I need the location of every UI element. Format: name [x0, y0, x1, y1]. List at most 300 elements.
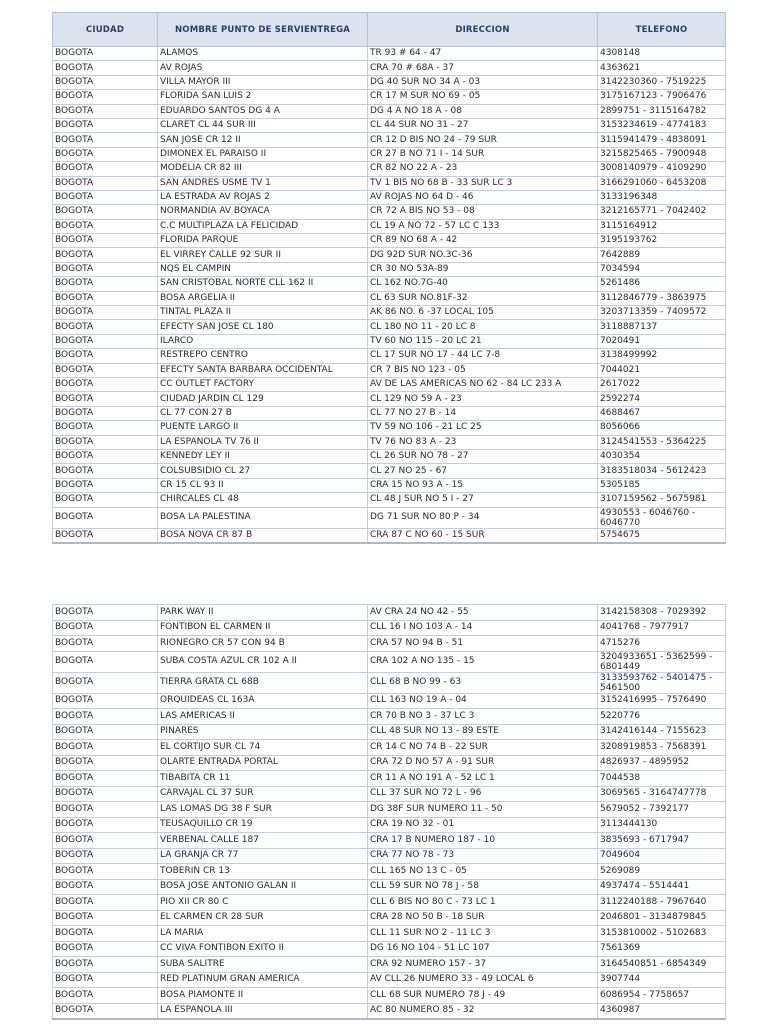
cell-telefono: 3152416995 - 7576490	[598, 693, 726, 709]
table-row	[53, 833, 726, 849]
cell-nombre: BOSA NOVA CR 87 B	[158, 528, 368, 543]
cell-telefono: 3115941479 - 4838091	[598, 133, 726, 147]
cell-direccion: CR 70 B NO 3 - 37 LC 3	[368, 709, 598, 725]
cell-nombre: BOSA JOSE ANTONIO GALAN II	[158, 879, 368, 895]
cell-ciudad: BOGOTA	[53, 771, 158, 787]
table-row	[53, 449, 726, 463]
cell-telefono: 5269089	[598, 864, 726, 880]
cell-nombre: SAN CRISTOBAL NORTE CLL 162 II	[158, 277, 368, 291]
table-row	[53, 786, 726, 802]
cell-ciudad: BOGOTA	[53, 957, 158, 973]
cell-ciudad: BOGOTA	[53, 248, 158, 262]
cell-telefono: 3175167123 - 7906476	[598, 90, 726, 104]
cell-nombre: CC OUTLET FACTORY	[158, 377, 368, 391]
cell-telefono: 7020491	[598, 334, 726, 348]
cell-telefono: 2617022	[598, 377, 726, 391]
cell-nombre: PINARES	[158, 724, 368, 740]
cell-nombre: BOSA PIAMONTE II	[158, 988, 368, 1004]
cell-telefono: 3164540851 - 6854349	[598, 957, 726, 973]
cell-ciudad: BOGOTA	[53, 421, 158, 435]
cell-telefono: 3153234619 - 4774183	[598, 118, 726, 132]
cell-ciudad: BOGOTA	[53, 176, 158, 190]
cell-direccion: TR 93 # 64 - 47	[368, 47, 598, 61]
header-telefono: TELEFONO	[598, 13, 726, 47]
table-row	[53, 620, 726, 636]
table-row	[53, 478, 726, 492]
table-row	[53, 672, 726, 693]
cell-ciudad: BOGOTA	[53, 972, 158, 988]
table-row	[53, 724, 726, 740]
table-row	[53, 435, 726, 449]
cell-nombre: EDUARDO SANTOS DG 4 A	[158, 104, 368, 118]
cell-direccion: CL 27 NO 25 - 67	[368, 464, 598, 478]
cell-telefono: 3142158308 - 7029392	[598, 605, 726, 621]
cell-direccion: CLL 11 SUR NO 2 - 11 LC 3	[368, 926, 598, 942]
cell-nombre: SAN JOSE CR 12 II	[158, 133, 368, 147]
cell-telefono: 3124541553 - 5364225	[598, 435, 726, 449]
cell-ciudad: BOGOTA	[53, 349, 158, 363]
cell-nombre: CC VIVA FONTIBON EXITO II	[158, 941, 368, 957]
table-row	[53, 848, 726, 864]
cell-ciudad: BOGOTA	[53, 740, 158, 756]
cell-direccion: CL 63 SUR NO.81F-32	[368, 291, 598, 305]
cell-telefono: 6086954 - 7758657	[598, 988, 726, 1004]
cell-ciudad: BOGOTA	[53, 493, 158, 507]
cell-direccion: CR 12 D BIS NO 24 - 79 SUR	[368, 133, 598, 147]
table-row	[53, 248, 726, 262]
cell-direccion: AV CLL 26 NUMERO 33 - 49 LOCAL 6	[368, 972, 598, 988]
cell-telefono: 4041768 - 7977917	[598, 620, 726, 636]
cell-nombre: NORMANDIA AV BOYACA	[158, 205, 368, 219]
cell-direccion: TV 1 BIS NO 68 B - 33 SUR LC 3	[368, 176, 598, 190]
table-row	[53, 879, 726, 895]
cell-telefono: 7049604	[598, 848, 726, 864]
cell-nombre: CR 15 CL 93 II	[158, 478, 368, 492]
cell-ciudad: BOGOTA	[53, 334, 158, 348]
cell-telefono: 3215825465 - 7900948	[598, 147, 726, 161]
table-row	[53, 147, 726, 161]
table-row	[53, 349, 726, 363]
cell-direccion: CL 162 NO.7G-40	[368, 277, 598, 291]
cell-ciudad: BOGOTA	[53, 104, 158, 118]
table-row	[53, 464, 726, 478]
servientrega-table-1	[52, 12, 726, 544]
cell-direccion: CL 129 NO 59 A - 23	[368, 392, 598, 406]
cell-ciudad: BOGOTA	[53, 162, 158, 176]
cell-ciudad: BOGOTA	[53, 605, 158, 621]
table-row	[53, 219, 726, 233]
cell-telefono: 5679052 - 7392177	[598, 802, 726, 818]
cell-telefono: 5305185	[598, 478, 726, 492]
cell-direccion: CLL 68 B NO 99 - 63	[368, 672, 598, 693]
cell-telefono: 3112240188 - 7967640	[598, 895, 726, 911]
cell-ciudad: BOGOTA	[53, 61, 158, 75]
table-row	[53, 421, 726, 435]
cell-telefono: 3118887137	[598, 320, 726, 334]
table-row	[53, 605, 726, 621]
table-row	[53, 306, 726, 320]
cell-telefono: 4930553 - 6046760 - 6046770	[598, 507, 726, 528]
cell-direccion: CL 26 SUR NO 78 - 27	[368, 449, 598, 463]
table-row	[53, 740, 726, 756]
cell-telefono: 3107159562 - 5675981	[598, 493, 726, 507]
cell-direccion: CLL 16 I NO 103 A - 14	[368, 620, 598, 636]
cell-ciudad: BOGOTA	[53, 693, 158, 709]
cell-ciudad: BOGOTA	[53, 147, 158, 161]
cell-ciudad: BOGOTA	[53, 320, 158, 334]
cell-nombre: RIONEGRO CR 57 CON 94 B	[158, 636, 368, 652]
cell-telefono: 7642889	[598, 248, 726, 262]
cell-ciudad: BOGOTA	[53, 620, 158, 636]
cell-nombre: CARVAJAL CL 37 SUR	[158, 786, 368, 802]
table-row	[53, 528, 726, 543]
cell-direccion: CR 7 BIS NO 123 - 05	[368, 363, 598, 377]
cell-ciudad: BOGOTA	[53, 864, 158, 880]
cell-telefono: 3133196348	[598, 190, 726, 204]
cell-ciudad: BOGOTA	[53, 802, 158, 818]
cell-nombre: TOBERIN CR 13	[158, 864, 368, 880]
cell-telefono: 3133593762 - 5401475 - 5461500	[598, 672, 726, 693]
cell-direccion: CR 11 A NO 191 A - 52 LC 1	[368, 771, 598, 787]
cell-direccion: AK 86 NO. 6 -37 LOCAL 105	[368, 306, 598, 320]
table-row	[53, 133, 726, 147]
table-row	[53, 802, 726, 818]
cell-telefono: 3112846779 - 3863975	[598, 291, 726, 305]
cell-nombre: FLORIDA PARQUE	[158, 234, 368, 248]
cell-nombre: COLSUBSIDIO CL 27	[158, 464, 368, 478]
cell-direccion: CRA 87 C NO 60 - 15 SUR	[368, 528, 598, 543]
cell-telefono: 2046801 - 3134879845	[598, 910, 726, 926]
cell-direccion: CL 44 SUR NO 31 - 27	[368, 118, 598, 132]
cell-direccion: CL 180 NO 11 - 20 LC 8	[368, 320, 598, 334]
cell-direccion: TV 59 NO 106 - 21 LC 25	[368, 421, 598, 435]
cell-nombre: EL CARMEN CR 28 SUR	[158, 910, 368, 926]
header-ciudad: CIUDAD	[53, 13, 158, 47]
cell-nombre: VERBENAL CALLE 187	[158, 833, 368, 849]
cell-telefono: 7044021	[598, 363, 726, 377]
cell-nombre: LA ESPANOLA TV 76 II	[158, 435, 368, 449]
cell-telefono: 3835693 - 6717947	[598, 833, 726, 849]
cell-nombre: TIERRA GRATA CL 68B	[158, 672, 368, 693]
cell-direccion: CR 82 NO 22 A - 23	[368, 162, 598, 176]
cell-ciudad: BOGOTA	[53, 833, 158, 849]
cell-nombre: LAS AMERICAS II	[158, 709, 368, 725]
cell-telefono: 3069565 - 3164747778	[598, 786, 726, 802]
table-header-row	[53, 13, 726, 47]
cell-nombre: BOSA LA PALESTINA	[158, 507, 368, 528]
cell-nombre: SUBA SALITRE	[158, 957, 368, 973]
cell-nombre: ORQUIDEAS CL 163A	[158, 693, 368, 709]
cell-ciudad: BOGOTA	[53, 118, 158, 132]
table-row	[53, 61, 726, 75]
cell-direccion: CRA 15 NO 93 A - 15	[368, 478, 598, 492]
cell-nombre: NQS EL CAMPIN	[158, 262, 368, 276]
cell-ciudad: BOGOTA	[53, 817, 158, 833]
cell-nombre: EFECTY SAN JOSE CL 180	[158, 320, 368, 334]
table-row	[53, 234, 726, 248]
table-row	[53, 895, 726, 911]
cell-direccion: CR 14 C NO 74 B - 22 SUR	[368, 740, 598, 756]
cell-nombre: OLARTE ENTRADA PORTAL	[158, 755, 368, 771]
table-row	[53, 1003, 726, 1019]
cell-ciudad: BOGOTA	[53, 464, 158, 478]
table-row	[53, 988, 726, 1004]
cell-nombre: RESTREPO CENTRO	[158, 349, 368, 363]
table-row	[53, 320, 726, 334]
cell-nombre: TEUSAQUILLO CR 19	[158, 817, 368, 833]
cell-ciudad: BOGOTA	[53, 636, 158, 652]
cell-nombre: RED PLATINUM GRAN AMERICA	[158, 972, 368, 988]
table-row	[53, 262, 726, 276]
cell-direccion: DG 40 SUR NO 34 A - 03	[368, 75, 598, 89]
table-row	[53, 190, 726, 204]
cell-ciudad: BOGOTA	[53, 406, 158, 420]
cell-nombre: EFECTY SANTA BARBARA OCCIDENTAL	[158, 363, 368, 377]
cell-ciudad: BOGOTA	[53, 190, 158, 204]
cell-direccion: CLL 37 SUR NO 72 L - 96	[368, 786, 598, 802]
cell-ciudad: BOGOTA	[53, 988, 158, 1004]
cell-telefono: 3153810002 - 5102683	[598, 926, 726, 942]
table-row	[53, 910, 726, 926]
cell-direccion: CLL 48 SUR NO 13 - 89 ESTE	[368, 724, 598, 740]
cell-ciudad: BOGOTA	[53, 672, 158, 693]
cell-direccion: CR 27 B NO 71 I - 14 SUR	[368, 147, 598, 161]
cell-direccion: CRA 28 NO 50 B - 18 SUR	[368, 910, 598, 926]
table-row	[53, 709, 726, 725]
cell-ciudad: BOGOTA	[53, 435, 158, 449]
table-row	[53, 75, 726, 89]
cell-telefono: 4826937 - 4895952	[598, 755, 726, 771]
cell-ciudad: BOGOTA	[53, 879, 158, 895]
table-row	[53, 693, 726, 709]
cell-nombre: PUENTE LARGO II	[158, 421, 368, 435]
cell-ciudad: BOGOTA	[53, 528, 158, 543]
cell-telefono: 3907744	[598, 972, 726, 988]
cell-ciudad: BOGOTA	[53, 786, 158, 802]
cell-telefono: 4360987	[598, 1003, 726, 1019]
cell-nombre: LA GRANJA CR 77	[158, 848, 368, 864]
cell-ciudad: BOGOTA	[53, 363, 158, 377]
table-row	[53, 277, 726, 291]
cell-telefono: 2592274	[598, 392, 726, 406]
table-row	[53, 493, 726, 507]
table-row	[53, 817, 726, 833]
cell-ciudad: BOGOTA	[53, 133, 158, 147]
cell-nombre: LA ESTRADA AV ROJAS 2	[158, 190, 368, 204]
cell-direccion: CRA 102 A NO 135 - 15	[368, 651, 598, 672]
cell-direccion: CL 77 NO 27 B - 14	[368, 406, 598, 420]
cell-direccion: CLL 59 SUR NO 78 J - 58	[368, 879, 598, 895]
cell-telefono: 4715276	[598, 636, 726, 652]
cell-direccion: AC 80 NUMERO 85 - 32	[368, 1003, 598, 1019]
cell-nombre: ILARCO	[158, 334, 368, 348]
table-row	[53, 291, 726, 305]
cell-nombre: PARK WAY II	[158, 605, 368, 621]
cell-nombre: EL CORTIJO SUR CL 74	[158, 740, 368, 756]
cell-direccion: TV 76 NO 83 A - 23	[368, 435, 598, 449]
cell-telefono: 3212165771 - 7042402	[598, 205, 726, 219]
cell-telefono: 4937474 - 5514441	[598, 879, 726, 895]
cell-telefono: 3208919853 - 7568391	[598, 740, 726, 756]
cell-telefono: 3142230360 - 7519225	[598, 75, 726, 89]
cell-ciudad: BOGOTA	[53, 262, 158, 276]
cell-ciudad: BOGOTA	[53, 724, 158, 740]
cell-nombre: CIUDAD JARDIN CL 129	[158, 392, 368, 406]
cell-nombre: DIMONEX EL PARAISO II	[158, 147, 368, 161]
cell-direccion: CL 48 J SUR NO 5 I - 27	[368, 493, 598, 507]
cell-direccion: AV ROJAS NO 64 D - 46	[368, 190, 598, 204]
cell-direccion: DG 92D SUR NO.3C-36	[368, 248, 598, 262]
cell-telefono: 5220776	[598, 709, 726, 725]
cell-nombre: LAS LOMAS DG 38 F SUR	[158, 802, 368, 818]
cell-nombre: KENNEDY LEY II	[158, 449, 368, 463]
table-row	[53, 651, 726, 672]
table-row	[53, 363, 726, 377]
cell-ciudad: BOGOTA	[53, 709, 158, 725]
cell-telefono: 3008140979 - 4109290	[598, 162, 726, 176]
cell-telefono: 7034594	[598, 262, 726, 276]
cell-telefono: 4308148	[598, 47, 726, 61]
cell-ciudad: BOGOTA	[53, 755, 158, 771]
table-row	[53, 755, 726, 771]
cell-direccion: DG 71 SUR NO 80 P - 34	[368, 507, 598, 528]
cell-direccion: CRA 77 NO 78 - 73	[368, 848, 598, 864]
cell-direccion: CRA 92 NUMERO 157 - 37	[368, 957, 598, 973]
cell-nombre: C.C MULTIPLAZA LA FELICIDAD	[158, 219, 368, 233]
cell-telefono: 3166291060 - 6453208	[598, 176, 726, 190]
cell-direccion: CLL 165 NO 13 C - 05	[368, 864, 598, 880]
table-row	[53, 205, 726, 219]
cell-nombre: LA MARIA	[158, 926, 368, 942]
header-direccion: DIRECCION	[368, 13, 598, 47]
cell-ciudad: BOGOTA	[53, 90, 158, 104]
cell-nombre: FLORIDA SAN LUIS 2	[158, 90, 368, 104]
cell-ciudad: BOGOTA	[53, 507, 158, 528]
cell-nombre: EL VIRREY CALLE 92 SUR II	[158, 248, 368, 262]
cell-nombre: FONTIBON EL CARMEN II	[158, 620, 368, 636]
cell-telefono: 4363621	[598, 61, 726, 75]
cell-nombre: VILLA MAYOR III	[158, 75, 368, 89]
cell-ciudad: BOGOTA	[53, 941, 158, 957]
cell-ciudad: BOGOTA	[53, 306, 158, 320]
cell-telefono: 2899751 - 3115164782	[598, 104, 726, 118]
cell-direccion: CR 17 M SUR NO 69 - 05	[368, 90, 598, 104]
cell-ciudad: BOGOTA	[53, 1003, 158, 1019]
cell-telefono: 5261486	[598, 277, 726, 291]
cell-nombre: TINTAL PLAZA II	[158, 306, 368, 320]
table-row	[53, 507, 726, 528]
cell-nombre: SAN ANDRES USME TV 1	[158, 176, 368, 190]
cell-ciudad: BOGOTA	[53, 910, 158, 926]
cell-direccion: CLL 68 SUR NUMERO 78 J - 49	[368, 988, 598, 1004]
cell-nombre: PIO XII CR 80 C	[158, 895, 368, 911]
table-row	[53, 90, 726, 104]
table-row	[53, 47, 726, 61]
cell-direccion: CR 72 A BIS NO 53 - 08	[368, 205, 598, 219]
cell-direccion: CLL 163 NO 19 A - 04	[368, 693, 598, 709]
cell-nombre: MODELIA CR 82 III	[158, 162, 368, 176]
table-row	[53, 771, 726, 787]
cell-ciudad: BOGOTA	[53, 926, 158, 942]
table-row	[53, 176, 726, 190]
table-row	[53, 864, 726, 880]
cell-direccion: CR 30 NO 53A-89	[368, 262, 598, 276]
cell-direccion: TV 60 NO 115 - 20 LC 21	[368, 334, 598, 348]
cell-direccion: DG 4 A NO 18 A - 08	[368, 104, 598, 118]
cell-direccion: CRA 72 D NO 57 A - 91 SUR	[368, 755, 598, 771]
cell-ciudad: BOGOTA	[53, 848, 158, 864]
cell-telefono: 7561369	[598, 941, 726, 957]
cell-direccion: CRA 17 B NUMERO 187 - 10	[368, 833, 598, 849]
cell-ciudad: BOGOTA	[53, 219, 158, 233]
header-nombre: NOMBRE PUNTO DE SERVIENTREGA	[158, 13, 368, 47]
cell-nombre: CHIRCALES CL 48	[158, 493, 368, 507]
cell-direccion: DG 16 NO 104 - 51 LC 107	[368, 941, 598, 957]
cell-ciudad: BOGOTA	[53, 205, 158, 219]
cell-nombre: CL 77 CON 27 B	[158, 406, 368, 420]
table-row	[53, 118, 726, 132]
cell-ciudad: BOGOTA	[53, 277, 158, 291]
table-row	[53, 926, 726, 942]
table-row	[53, 392, 726, 406]
cell-telefono: 8056066	[598, 421, 726, 435]
table-row	[53, 334, 726, 348]
cell-ciudad: BOGOTA	[53, 377, 158, 391]
table-row	[53, 104, 726, 118]
cell-ciudad: BOGOTA	[53, 392, 158, 406]
cell-direccion: AV CRA 24 NO 42 - 55	[368, 605, 598, 621]
cell-nombre: BOSA ARGELIA II	[158, 291, 368, 305]
cell-ciudad: BOGOTA	[53, 75, 158, 89]
cell-direccion: AV DE LAS AMERICAS NO 62 - 84 LC 233 A	[368, 377, 598, 391]
cell-telefono: 3183518034 - 5612423	[598, 464, 726, 478]
table-row	[53, 162, 726, 176]
table-row	[53, 941, 726, 957]
cell-telefono: 3203713359 - 7409572	[598, 306, 726, 320]
table-row	[53, 377, 726, 391]
cell-nombre: LA ESPANOLA III	[158, 1003, 368, 1019]
cell-nombre: AV ROJAS	[158, 61, 368, 75]
cell-direccion: CRA 19 NO 32 - 01	[368, 817, 598, 833]
cell-direccion: CRA 57 NO 94 B - 51	[368, 636, 598, 652]
cell-nombre: ALAMOS	[158, 47, 368, 61]
cell-telefono: 3204933651 - 5362599 - 6801449	[598, 651, 726, 672]
cell-telefono: 3113444130	[598, 817, 726, 833]
cell-direccion: CR 89 NO 68 A - 42	[368, 234, 598, 248]
cell-ciudad: BOGOTA	[53, 449, 158, 463]
cell-ciudad: BOGOTA	[53, 651, 158, 672]
table-row	[53, 957, 726, 973]
table-row	[53, 636, 726, 652]
table-row	[53, 972, 726, 988]
cell-telefono: 3115164912	[598, 219, 726, 233]
cell-telefono: 4688467	[598, 406, 726, 420]
cell-ciudad: BOGOTA	[53, 478, 158, 492]
cell-direccion: CRA 70 # 68A - 37	[368, 61, 598, 75]
cell-direccion: DG 38F SUR NUMERO 11 - 50	[368, 802, 598, 818]
cell-direccion: CL 19 A NO 72 - 57 LC C 133	[368, 219, 598, 233]
servientrega-table-2	[52, 604, 726, 1020]
cell-telefono: 3138499992	[598, 349, 726, 363]
cell-telefono: 7044538	[598, 771, 726, 787]
cell-nombre: SUBA COSTA AZUL CR 102 A II	[158, 651, 368, 672]
cell-nombre: CLARET CL 44 SUR III	[158, 118, 368, 132]
cell-telefono: 3195193762	[598, 234, 726, 248]
cell-telefono: 5754675	[598, 528, 726, 543]
table-row	[53, 406, 726, 420]
cell-ciudad: BOGOTA	[53, 895, 158, 911]
cell-nombre: TIBABITA CR 11	[158, 771, 368, 787]
